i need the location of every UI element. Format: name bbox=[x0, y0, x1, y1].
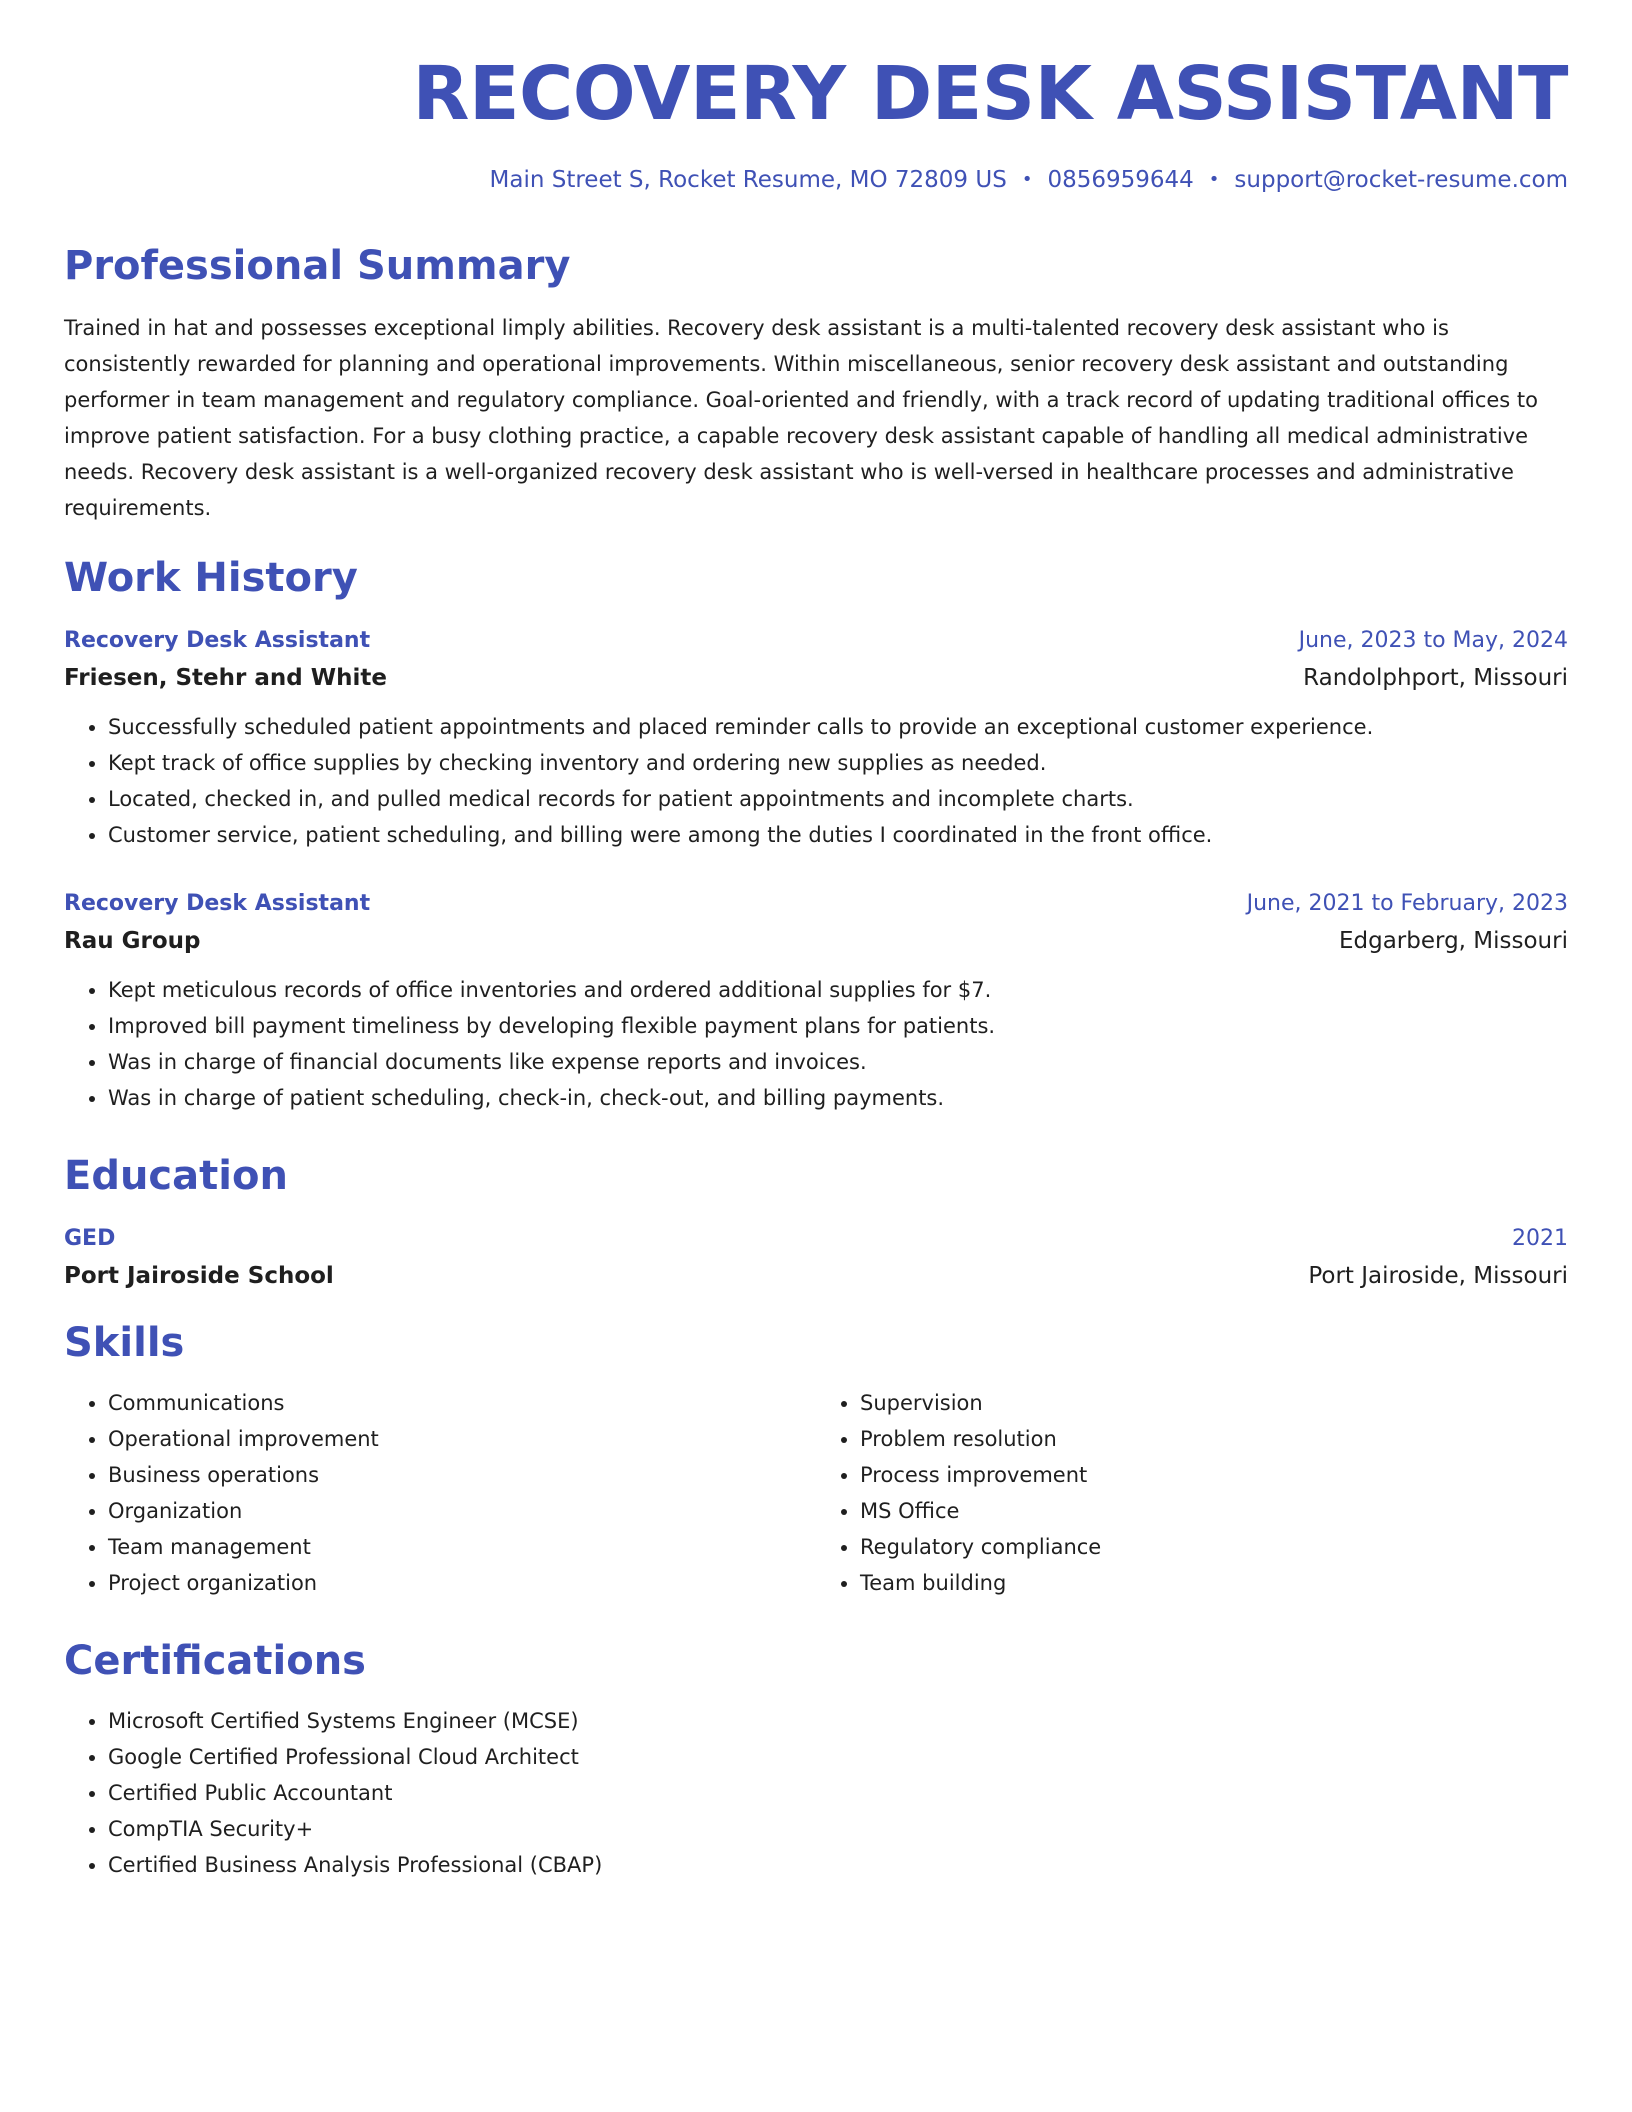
skills-section bbox=[64, 1319, 1568, 1601]
job-bullet: • Located, checked in, and pulled medical records for patient appointments and incomplete charts. bbox=[108, 781, 1568, 817]
summary-section bbox=[64, 242, 1568, 526]
job-location: Edgarberg, Missouri bbox=[1338, 928, 1568, 955]
education-entry bbox=[64, 1226, 1568, 1289]
job-employer-row bbox=[64, 665, 1568, 691]
skill-item: • Team building bbox=[860, 1565, 1568, 1601]
job-bullets bbox=[64, 709, 1568, 853]
section-title-work: Work History bbox=[64, 555, 358, 602]
work-history-section bbox=[64, 554, 1568, 1116]
job-dates: June, 2023 to May, 2024 bbox=[1298, 628, 1568, 654]
job-entry bbox=[64, 891, 1568, 1116]
job-bullets bbox=[64, 972, 1568, 1116]
candidate-title: RECOVERY DESK ASSISTANT bbox=[412, 51, 1568, 137]
section-title-summary: Professional Summary bbox=[64, 243, 571, 290]
skill-item: • Process improvement bbox=[860, 1457, 1568, 1493]
job-bullet: • Customer service, patient scheduling, and billing were among the duties I coordinated in the front office. bbox=[108, 817, 1568, 853]
certification-item: • Certified Business Analysis Professional (CBAP) bbox=[108, 1847, 1568, 1883]
skill-item: • Project organization bbox=[108, 1565, 816, 1601]
job-bullet: • Successfully scheduled patient appointments and placed reminder calls to provide an exceptional customer experience. bbox=[108, 709, 1568, 745]
certification-item: • Microsoft Certified Systems Engineer (MCSE) bbox=[108, 1703, 1568, 1739]
education-school: Port Jairoside School bbox=[64, 1263, 334, 1290]
skill-item: • Problem resolution bbox=[860, 1421, 1568, 1457]
job-entry bbox=[64, 628, 1568, 853]
education-degree: GED bbox=[64, 1226, 116, 1252]
education-location: Port Jairoside, Missouri bbox=[1308, 1263, 1568, 1290]
job-header-row bbox=[64, 628, 1568, 653]
skill-item: • Supervision bbox=[860, 1385, 1568, 1421]
skills-grid bbox=[64, 1385, 1568, 1601]
summary-text: Trained in hat and possesses exceptional limply abilities. Recovery desk assistant is a multi-talented recovery desk assistant who is consistently rewarded for planning and operational improvements. Within miscellaneous, senior recovery desk assistant and outstanding performer in team management and regulatory compliance. Goal-oriented and friendly, with a track record of updating traditional offices to improve patient satisfaction. For a busy clothing practice, a capable recovery desk assistant capable of handling all medical administrative needs. Recovery desk assistant is a well-organized recovery desk assistant who is well-versed in healthcare processes and administrative requirements. bbox=[64, 316, 1538, 521]
certification-item: • Certified Public Accountant bbox=[108, 1775, 1568, 1811]
certification-item: • Google Certified Professional Cloud Architect bbox=[108, 1739, 1568, 1775]
job-role: Recovery Desk Assistant bbox=[64, 891, 371, 917]
job-bullet: • Kept track of office supplies by checking inventory and ordering new supplies as needed. bbox=[108, 745, 1568, 781]
contact-address: Main Street S, Rocket Resume, MO 72809 US bbox=[489, 166, 1007, 193]
job-bullet: • Improved bill payment timeliness by developing flexible payment plans for patients. bbox=[108, 1008, 1568, 1044]
skill-item: • Team management bbox=[108, 1529, 816, 1565]
job-employer-row bbox=[64, 928, 1568, 954]
job-employer: Friesen, Stehr and White bbox=[64, 665, 387, 692]
skill-item: • Regulatory compliance bbox=[860, 1529, 1568, 1565]
job-bullet: • Was in charge of patient scheduling, check-in, check-out, and billing payments. bbox=[108, 1080, 1568, 1116]
section-title-certifications: Certifications bbox=[64, 1638, 366, 1685]
skill-item: • MS Office bbox=[860, 1493, 1568, 1529]
job-header-row bbox=[64, 891, 1568, 916]
contact-separator: • bbox=[1021, 168, 1033, 190]
certifications-section bbox=[64, 1637, 1568, 1883]
job-bullet: • Kept meticulous records of office inventories and ordered additional supplies for $7. bbox=[108, 972, 1568, 1008]
certifications-list bbox=[64, 1703, 1568, 1883]
contact-separator: • bbox=[1208, 168, 1220, 190]
certification-item: • CompTIA Security+ bbox=[108, 1811, 1568, 1847]
skills-column-right bbox=[816, 1385, 1568, 1601]
skill-item: • Business operations bbox=[108, 1457, 816, 1493]
resume-header bbox=[64, 50, 1568, 194]
contact-phone[interactable]: 0856959644 bbox=[1047, 166, 1194, 193]
section-title-skills: Skills bbox=[64, 1320, 185, 1367]
skill-item: • Communications bbox=[108, 1385, 816, 1421]
education-year: 2021 bbox=[1512, 1226, 1568, 1252]
skill-item: • Organization bbox=[108, 1493, 816, 1529]
section-title-education: Education bbox=[64, 1153, 288, 1200]
job-dates: June, 2021 to February, 2023 bbox=[1246, 891, 1568, 917]
job-employer: Rau Group bbox=[64, 928, 201, 955]
contact-line bbox=[64, 167, 1568, 195]
education-school-row bbox=[64, 1263, 1568, 1289]
job-bullet: • Was in charge of financial documents like expense reports and invoices. bbox=[108, 1044, 1568, 1080]
education-header-row bbox=[64, 1226, 1568, 1251]
contact-email[interactable]: support@rocket-resume.com bbox=[1234, 166, 1568, 193]
skill-item: • Operational improvement bbox=[108, 1421, 816, 1457]
skills-column-left bbox=[64, 1385, 816, 1601]
job-role: Recovery Desk Assistant bbox=[64, 628, 371, 654]
job-location: Randolphport, Missouri bbox=[1303, 665, 1568, 692]
education-section bbox=[64, 1152, 1568, 1289]
